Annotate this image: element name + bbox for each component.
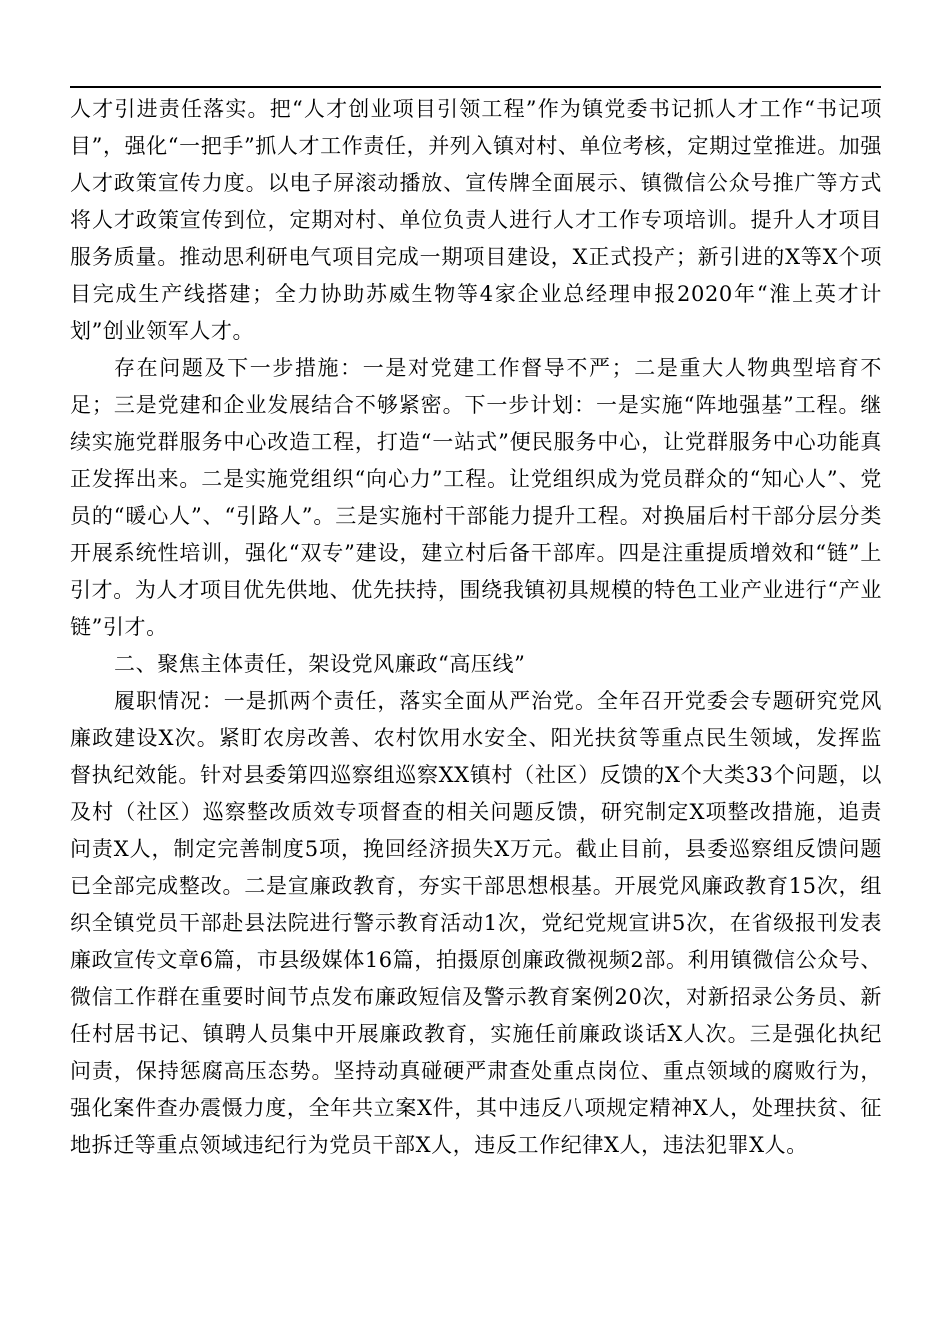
paragraph-duty-performance: 履职情况：一是抓两个责任，落实全面从严治党。全年召开党委会专题研究党风廉政建设X次。紧盯农房改善、农村饮用水安全、阳光扶贫等重点民生领域，发挥监督执纪效能。针对县委第四巡察组巡察XX镇村（社区）反馈的X个大类33个问题，以及村（社区）巡察整改质效专项督查的相关问题反馈，研究制定X项整改措施，追责问责X人，制定完善制度5项，挽回经济损失X万元。截止目前，县委巡察组反馈问题已全部完成整改。二是宣廉政教育，夯实干部思想根基。开展党风廉政教育15次，组织全镇党员干部赴县法院进行警示教育活动1次，党纪党规宣讲5次，在省级报刊发表廉政宣传文章6篇，市县级媒体16篇，拍摄原创廉政微视频2部。利用镇微信公众号、微信工作群在重要时间节点发布廉政短信及警示教育案例20次，对新招录公务员、新任村居书记、镇聘人员集中开展廉政教育，实施任前廉政谈话X人次。三是强化执纪问责，保持惩腐高压态势。坚持动真碰硬严肃查处重点岗位、重点领域的腐败行为，强化案件查办震慑力度，全年共立案X件，其中违反八项规定精神X人，处理扶贫、征地拆迁等重点领域违纪行为党员干部X人，违反工作纪律X人，违法犯罪X人。 xyxy=(70,689,882,1157)
header-rule xyxy=(70,86,881,88)
document-body xyxy=(70,91,882,1164)
paragraph-talent-introduction: 人才引进责任落实。把“人才创业项目引领工程”作为镇党委书记抓人才工作“书记项目”，强化“一把手”抓人才工作责任，并列入镇对村、单位考核，定期过堂推进。加强人才政策宣传力度。以电子屏滚动播放、宣传牌全面展示、镇微信公众号推广等方式将人才政策宣传到位，定期对村、单位负责人进行人才工作专项培训。提升人才项目服务质量。推动思利研电气项目完成一期项目建设，X正式投产；新引进的X等X个项目完成生产线搭建；全力协助苏威生物等4家企业总经理申报2020年“淮上英才计划”创业领军人才。 xyxy=(70,97,882,343)
paragraph-problems-and-next-steps: 存在问题及下一步措施：一是对党建工作督导不严；二是重大人物典型培育不足；三是党建和企业发展结合不够紧密。下一步计划：一是实施“阵地强基”工程。继续实施党群服务中心改造工程，打造“一站式”便民服务中心，让党群服务中心功能真正发挥出来。二是实施党组织“向心力”工程。让党组织成为党员群众的“知心人”、党员的“暖心人”、“引路人”。三是实施村干部能力提升工程。对换届后村干部分层分类开展系统性培训，强化“双专”建设，建立村后备干部库。四是注重提质增效和“链”上引才。为人才项目优先供地、优先扶持，围绕我镇初具规模的特色工业产业进行“产业链”引才。 xyxy=(70,356,882,639)
section-heading-party-conduct: 二、聚焦主体责任，架设党风廉政“高压线” xyxy=(114,652,526,676)
